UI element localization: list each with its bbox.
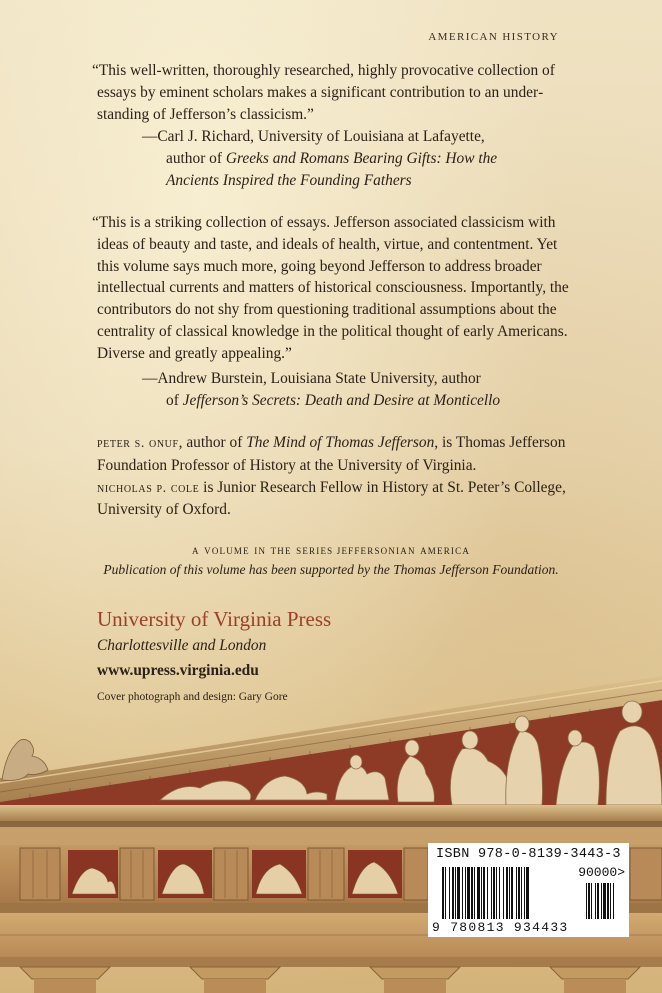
barcode-bar bbox=[511, 867, 513, 919]
barcode-bar bbox=[518, 867, 520, 919]
barcode-bar bbox=[496, 867, 497, 919]
review-quote-1: “This well-written, thoroughly researched, highly provocative collection of essays by eminent scholars makes a significant contribution to an understanding of Jefferson’s classicism.” bbox=[92, 62, 555, 123]
editor-bios: peter s. onuf, author of The Mind of Thomas Jefferson, is Thomas Jefferson Foundation Professor of History at the University of Virginia. nicholas p. cole is Junior Research Fellow in History at St. Peter’s College, University of Oxford. bbox=[97, 434, 566, 519]
review-quote-2: “This is a striking collection of essays. Jefferson associated classicism with ideas of beauty and taste, and ideals of health, virtue, and contentment. Yet this volume says much more, going beyond Jefferson to address broader intellectual currents and matters of historical consciousness. Importantly, the contributors do not shy from questioning traditional assumptions about the centrality of classical knowledge in the political thought of early Americans. Diverse and greatly appealing.” bbox=[92, 214, 569, 362]
barcode-bar bbox=[493, 867, 495, 919]
series-name: jeffersonian america bbox=[336, 542, 471, 557]
barcode-addon-bar bbox=[586, 883, 587, 919]
cited-book-title-cont: Ancients Inspired the Founding Fathers bbox=[166, 171, 412, 189]
series-prefix: a volume in the series bbox=[191, 542, 334, 557]
publication-support-note: Publication of this volume has been supported by the Thomas Jefferson Foundation. bbox=[103, 562, 559, 577]
barcode-bar bbox=[499, 867, 500, 919]
barcode-bar bbox=[481, 867, 482, 919]
barcode-addon-bar bbox=[601, 883, 602, 919]
series-note bbox=[0, 540, 662, 580]
barcode-bar bbox=[524, 867, 525, 919]
ean-digits: 9 780813 934433 bbox=[432, 920, 569, 935]
barcode-bar bbox=[526, 867, 529, 919]
isbn-barcode bbox=[428, 843, 629, 937]
editor-name-onuf: peter s. onuf bbox=[97, 436, 179, 451]
barcode-bar bbox=[452, 867, 454, 919]
editor-name-cole: nicholas p. cole bbox=[97, 480, 200, 496]
barcode-addon-bar bbox=[610, 883, 611, 919]
barcode-bar bbox=[445, 867, 446, 919]
barcode-bar bbox=[483, 867, 485, 919]
barcode-bar bbox=[516, 867, 517, 919]
barcode-bar bbox=[449, 867, 450, 919]
barcode-bar bbox=[491, 867, 492, 919]
barcode-bar bbox=[455, 867, 456, 919]
cited-book-title: Greeks and Romans Bearing Gifts: How the bbox=[225, 149, 498, 167]
publisher-block bbox=[97, 606, 497, 682]
publisher-url[interactable]: www.upress.virginia.edu bbox=[97, 662, 259, 679]
barcode-bar bbox=[509, 867, 510, 919]
barcode-bar bbox=[477, 867, 480, 919]
barcode-addon-bar bbox=[603, 883, 606, 919]
barcode-bar bbox=[503, 867, 504, 919]
reviewer-name: —Andrew Burstein, Louisiana State University, author bbox=[142, 370, 481, 387]
barcode-bar bbox=[465, 867, 466, 919]
barcode-addon-bar bbox=[591, 883, 592, 919]
publisher-location: Charlottesville and London bbox=[97, 637, 267, 654]
barcode-addon-bar bbox=[588, 883, 590, 919]
barcode-addon-bar bbox=[613, 883, 614, 919]
column-shafts bbox=[34, 979, 626, 993]
barcode-bar bbox=[471, 867, 473, 919]
barcode-bar bbox=[462, 867, 463, 919]
column-capitals bbox=[20, 967, 640, 979]
price-code: 90000> bbox=[578, 865, 625, 880]
barcode-bar bbox=[521, 867, 522, 919]
barcode-bar bbox=[487, 867, 488, 919]
barcode-bar bbox=[442, 867, 444, 919]
barcode-addon-bar bbox=[595, 883, 596, 919]
review-attribution-1: —Carl J. Richard, University of Louisiana at Lafayette, author of Greeks and Romans Bearing Gifts: How the Ancients Inspired the Founding Fathers bbox=[142, 128, 498, 189]
barcode-bar bbox=[474, 867, 475, 919]
onuf-book-title: The Mind of Thomas Jefferson, bbox=[246, 434, 439, 451]
reviewer-name: —Carl J. Richard, University of Louisiana at Lafayette, bbox=[142, 128, 485, 145]
cited-book-title: Jefferson’s Secrets: Death and Desire at Monticello bbox=[182, 391, 501, 409]
isbn-number: ISBN 978-0-8139-3443-3 bbox=[436, 847, 621, 862]
barcode-bar bbox=[457, 867, 460, 919]
category-label: AMERICAN HISTORY bbox=[428, 31, 559, 43]
review-attribution-2: —Andrew Burstein, Louisiana State University, author of Jefferson’s Secrets: Death and Desire at Monticello bbox=[142, 370, 501, 409]
barcode-addon-bar bbox=[607, 883, 609, 919]
cover-credit: Cover photograph and design: Gary Gore bbox=[97, 691, 288, 703]
barcode-addon-bar bbox=[597, 883, 599, 919]
barcode-bar bbox=[467, 867, 470, 919]
barcode-bar bbox=[506, 867, 508, 919]
publisher-name: University of Virginia Press bbox=[97, 607, 332, 631]
